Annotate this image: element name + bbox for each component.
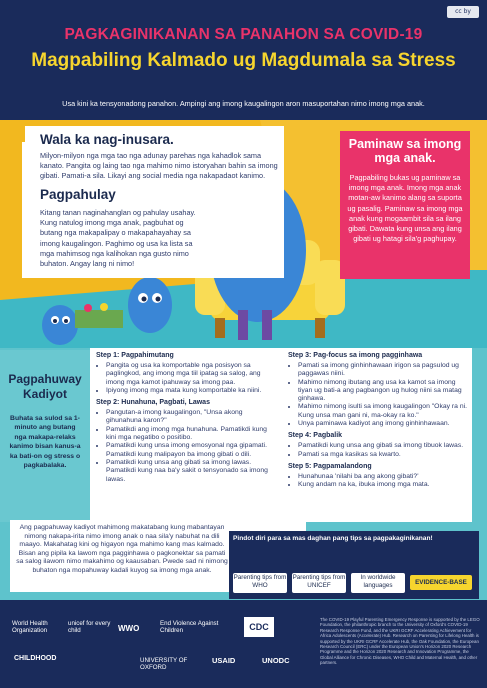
step-3-title: Step 3: Pag-focus sa imong pagginhawa xyxy=(288,352,423,359)
list-item: • Pangita og usa ka komportable nga posisyon sa paglingkod, ang imong mga tiil ipatag sa salog, ang imong mga kamot ipahuway sa imong paa. xyxy=(106,362,278,387)
list-item: • Pamatikdi kung unsa imong emosyonal nga gipamati. Pamatikdi kung malipayon ba imong gibati o dili. xyxy=(106,442,278,459)
card-not-alone xyxy=(22,126,284,278)
pause-body: Buhata sa sulod sa 1-minuto ang butang nga makapa-relaks kanimo bisan kanus-a ka bati-on og stress o pagkabalaka. xyxy=(9,415,81,470)
step-2-list xyxy=(96,409,278,484)
list-item: • Pamatikdi kung unsa ang gibati sa imong lawas. Pamatikdi kung naa ba'y sakit o tensyonado sa imong lawas. xyxy=(106,459,278,484)
step-5-title: Step 5: Pagpamalandong xyxy=(288,462,372,470)
step-5-list xyxy=(288,473,468,490)
usaid-logo: USAID xyxy=(212,656,236,665)
list-item: • Kung andam na ka, ibuka imong mga mata. xyxy=(298,481,468,489)
card-listen-title: Paminaw sa imong mga anak. xyxy=(348,137,462,165)
step-1-list xyxy=(96,362,278,395)
page-title-line2: Magpabiling Kalmado ug Magdumala sa Stress xyxy=(31,50,456,71)
unicef-logo: unicef for every child xyxy=(68,620,111,634)
list-item: • Pamati sa mga kasikas sa kwarto. xyxy=(298,451,468,459)
unicef-tips-button[interactable]: Parenting tips from UNICEF xyxy=(292,573,346,593)
card-accent-bar xyxy=(22,126,25,142)
card-not-alone-body: Milyon-milyon nga mga tao nga adunay parehas nga kahadlok sama kanato. Pangita og laing tao nga mahimo nimo istoryahan bahin sa imong gibati. Pamati-a sila. Likayi ang social media nga nakapadaot kanimo. xyxy=(40,151,278,181)
card-rest-body: Kitang tanan naginahanglan og pahulay usahay. Kung natulog imong mga anak, pagbuhat og butang nga makapalipay o makapahayahay sa imong kaugalingon. Paghimo og usa ka lista sa mga mahimsog nga kalihokan nga gusto nimo buhaton. Angay lang ni nimo! xyxy=(40,208,196,269)
pause-explanation-text: Ang pagpahuway kadiyot mahimong makatabang kung mabantayan nimong nakapa-irita nimo imong anak o naa sila'y nabuhat na dili maayo. Makahatag kini og higayon nga mahimo kang mas kalmado. Bisan ang pipila ka lawom nga pagginhawa o pagkonektar sa pamati sa salog ilawom nimo makahimo og kaausaban. Pwede sad ni nimong buhaton nga mopahuway kadali kuyog sa imong mga anak. xyxy=(16,524,228,574)
cc-license-badge: cc by xyxy=(447,6,479,18)
pause-title: Pagpahuway Kadiyot xyxy=(8,372,82,401)
list-item: • Mahimo nimong isulti sa imong kaugalingon "Okay ra ni. Kung unsa man gani ni, ma-okay ra ko." xyxy=(298,403,468,420)
page-title-line1: PAGKAGINIKANAN SA PANAHON SA COVID-19 xyxy=(64,26,423,43)
oxford-logo: UNIVERSITY OF OXFORD xyxy=(140,657,188,671)
step-1-title: Step 1: Pagpahimutang xyxy=(96,352,174,359)
wwo-logo: WWO xyxy=(118,624,140,633)
pause-column xyxy=(0,350,90,522)
step-2-title: Step 2: Hunahuna, Pagbati, Lawas xyxy=(96,399,210,407)
list-item: • Pamati sa imong ginhinhawaan irigon sa pagsulod ug paggawas niini. xyxy=(298,362,468,379)
end-violence-logo: End Violence Against Children xyxy=(160,620,219,634)
list-item: • Pangutan-a imong kaugalingon, "Unsa akong gihunahuna karon?" xyxy=(106,409,278,426)
card-not-alone-title: Wala ka nag-inusara. xyxy=(40,132,174,147)
list-item: • Unya paminawa kadiyot ang imong ginhinhawaan. xyxy=(298,420,468,428)
steps-right-column xyxy=(288,352,468,490)
languages-button[interactable]: In worldwide languages xyxy=(351,573,405,593)
childhood-logo: CHILDHOOD xyxy=(14,655,57,662)
evidence-base-button[interactable]: EVIDENCE-BASE xyxy=(410,575,472,590)
list-item: • Hunahunaa 'nilahi ba ang akong gibati?' xyxy=(298,473,468,481)
list-item: • Ipiyong imong mga mata kung komportable ka niini. xyxy=(106,387,278,395)
list-item: • Pamatikdi ang imong mga hunahuna. Pamatikdi kung kini mga negatibo o positibo. xyxy=(106,426,278,443)
unodc-logo: UNODC xyxy=(262,656,290,665)
tips-strip xyxy=(229,531,479,599)
tips-text: Pindot diri para sa mas daghan pang tips sa pagpakaginikanan! xyxy=(233,535,433,542)
step-4-list xyxy=(288,442,468,459)
list-item: • Pamatikdi kung unsa ang gibati sa imong tibuok lawas. xyxy=(298,442,468,450)
step-4-title: Step 4: Pagbalik xyxy=(288,432,343,440)
card-rest-title: Pagpahulay xyxy=(40,187,116,202)
card-listen-body: Pagpabiling bukas ug paminaw sa imong mga anak. Imong mga anak motan-aw kanimo alang sa suporta ug pasalig. Paminaw sa imong mga anak kung mogaambit sila sa ilang gibati. Dawata kung unsa ang ilang gibati ug hatagi sila'g paghupay. xyxy=(347,173,463,244)
who-logo: World Health Organization xyxy=(12,620,48,634)
who-tips-button[interactable]: Parenting tips from WHO xyxy=(233,573,287,593)
steps-left-column xyxy=(96,352,278,484)
card-listen xyxy=(340,131,470,279)
page-subtitle: Usa kini ka tensyonadong panahon. Ampingi ang imong kaugalingon aron masuportahan nimo imong mga anak. xyxy=(62,99,425,108)
steps-panel xyxy=(90,348,472,522)
cdc-logo: CDC xyxy=(244,617,274,637)
list-item: • Mahimo nimong ibutang ang usa ka kamot sa imong tiyan ug bati-a ang pagbangon ug hulog niini sa matag ginhawa. xyxy=(298,379,468,404)
footnote: The COVID-19 Playful Parenting Emergency Response is supported by the LEGO Foundation, the philanthropic branch to the University of Oxford's COVID-19 Research Response Fund, and the UKRI GCRF Accelerating Achievement for Africa Adolescents (Accelerate) Hub. Research on Parenting for Lifelong Health is supported by the UKRI GCRF Accelerate Hub, the Oak Foundation, the European Research Council (ERC) under the European Union's Horizon 2020 Research Programme and the Horizon 2020 Research and Innovation Programme, the Global Alliance for Chronic Diseases, WHO Child and Maternal Health, and other partners. xyxy=(320,617,480,666)
step-3-list xyxy=(288,362,468,428)
